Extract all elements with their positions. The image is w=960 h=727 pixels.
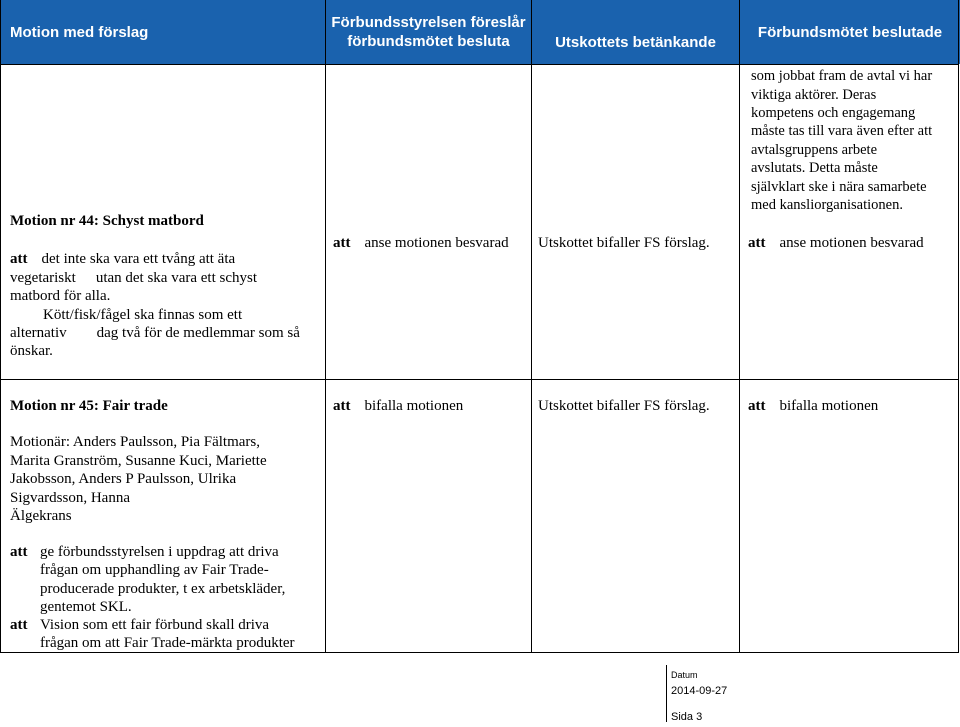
motion45-item1-line: producerade produkter, t ex arbetskläder, [40,581,286,597]
grid-line-right [958,0,959,652]
grid-line-col1 [325,0,326,652]
motion45-fs-text: bifalla motionen [364,398,464,414]
header-forbundsmotet-beslutade [740,0,960,64]
motion44-text: vegetariskt [10,270,76,286]
motion45-submitters-line: Älgekrans [10,508,72,524]
motion44-line-4 [43,306,242,325]
motion45-item1-line: ge förbundsstyrelsen i uppdrag att driva [40,544,279,560]
motion44-text: Kött/fisk/fågel ska finnas som ett [43,307,243,323]
header-forbundsstyrelsen [326,0,531,64]
motion45-title: Motion nr 45: Fair trade [10,398,168,414]
motion44-fs-proposal [333,234,509,253]
motion44-text: alternativ [10,325,67,341]
motion44-fs-att: att [333,235,351,251]
motion45-item1-line: gentemot SKL. [40,599,132,615]
continued-text-line: viktiga aktörer. Deras [751,87,877,103]
grid-line-header-bottom [0,64,959,65]
motion45-submitters-line: Motionär: Anders Paulsson, Pia Fältmars, [10,434,260,450]
motion45-fs-att: att [333,398,351,414]
continued-text-line: självklart ske i nära samarbete [751,179,927,195]
header-col2-line1: Förbundsstyrelsen föreslår [331,14,526,31]
motion45-submitters-line: Jakobsson, Anders P Paulsson, Ulrika [10,471,237,487]
motion44-text: önskar. [10,343,53,359]
motion45-item2-line: Vision som ett fair förbund skall driva [40,617,270,633]
footer-date: 2014-09-27 [671,685,728,697]
motion44-fs-text: anse motionen besvarad [364,235,509,251]
motion44-text: matbord för alla. [10,288,111,304]
motion45-committee: Utskottet bifaller FS förslag. [538,398,710,414]
continued-text-line: med kansliorganisationen. [751,197,903,213]
motion44-att-label: att [10,251,28,267]
motion45-item1-att: att [10,544,28,560]
continued-text-line: avslutats. Detta måste [751,160,878,176]
continued-text-line: måste tas till vara även efter att [751,123,933,139]
continued-text-line: kompetens och engagemang [751,105,916,121]
header-col2-line2: förbundsmötet besluta [347,33,510,50]
motion44-line-3 [10,287,110,306]
motion44-decision-att: att [748,235,766,251]
grid-line-col2 [531,0,532,652]
continued-text-line: avtalsgruppens arbete [751,142,878,158]
motion45-decision-att: att [748,398,766,414]
continued-text-line: som jobbat fram de avtal vi har [751,68,933,84]
header-col1-text: Motion med förslag [10,23,149,41]
motion44-line-1 [10,250,235,269]
motion44-text: det inte ska vara ett tvång att äta [41,251,236,267]
grid-line-col3 [739,0,740,652]
motion44-title: Motion nr 44: Schyst matbord [10,213,204,229]
motion44-line-5 [10,324,300,343]
motion45-submitters-line: Marita Granström, Susanne Kuci, Mariette [10,453,267,469]
motion44-line-6 [10,342,53,361]
grid-line-row-divider [0,379,959,380]
motion45-item2-att: att [10,617,28,633]
motion44-committee: Utskottet bifaller FS förslag. [538,235,710,251]
motion45-item1-line: frågan om upphandling av Fair Trade- [40,562,269,578]
footer-date-label: Datum [671,670,698,680]
header-col3-text: Utskottets betänkande [555,33,716,51]
motion44-text: utan det ska vara ett schyst [95,270,258,286]
footer-page-number: Sida 3 [671,711,703,723]
header-motion-med-forslag [0,0,325,64]
motion44-decision-text: anse motionen besvarad [779,235,924,251]
motion45-fs-proposal [333,397,463,416]
motion44-decision [748,234,924,253]
motion45-decision [748,397,878,416]
motion45-item2-line: frågan om att Fair Trade-märkta produkter [40,635,295,651]
motion44-text: dag två för de medlemmar som så [96,325,300,341]
header-col4-text: Förbundsmötet beslutade [757,23,943,41]
motion45-submitters-line: Sigvardsson, Hanna [10,490,130,506]
grid-line-left [0,0,1,652]
motion45-decision-text: bifalla motionen [779,398,879,414]
motion44-line-2 [10,269,257,288]
footer-line [666,665,667,722]
header-utskottets-betankande [532,0,739,64]
